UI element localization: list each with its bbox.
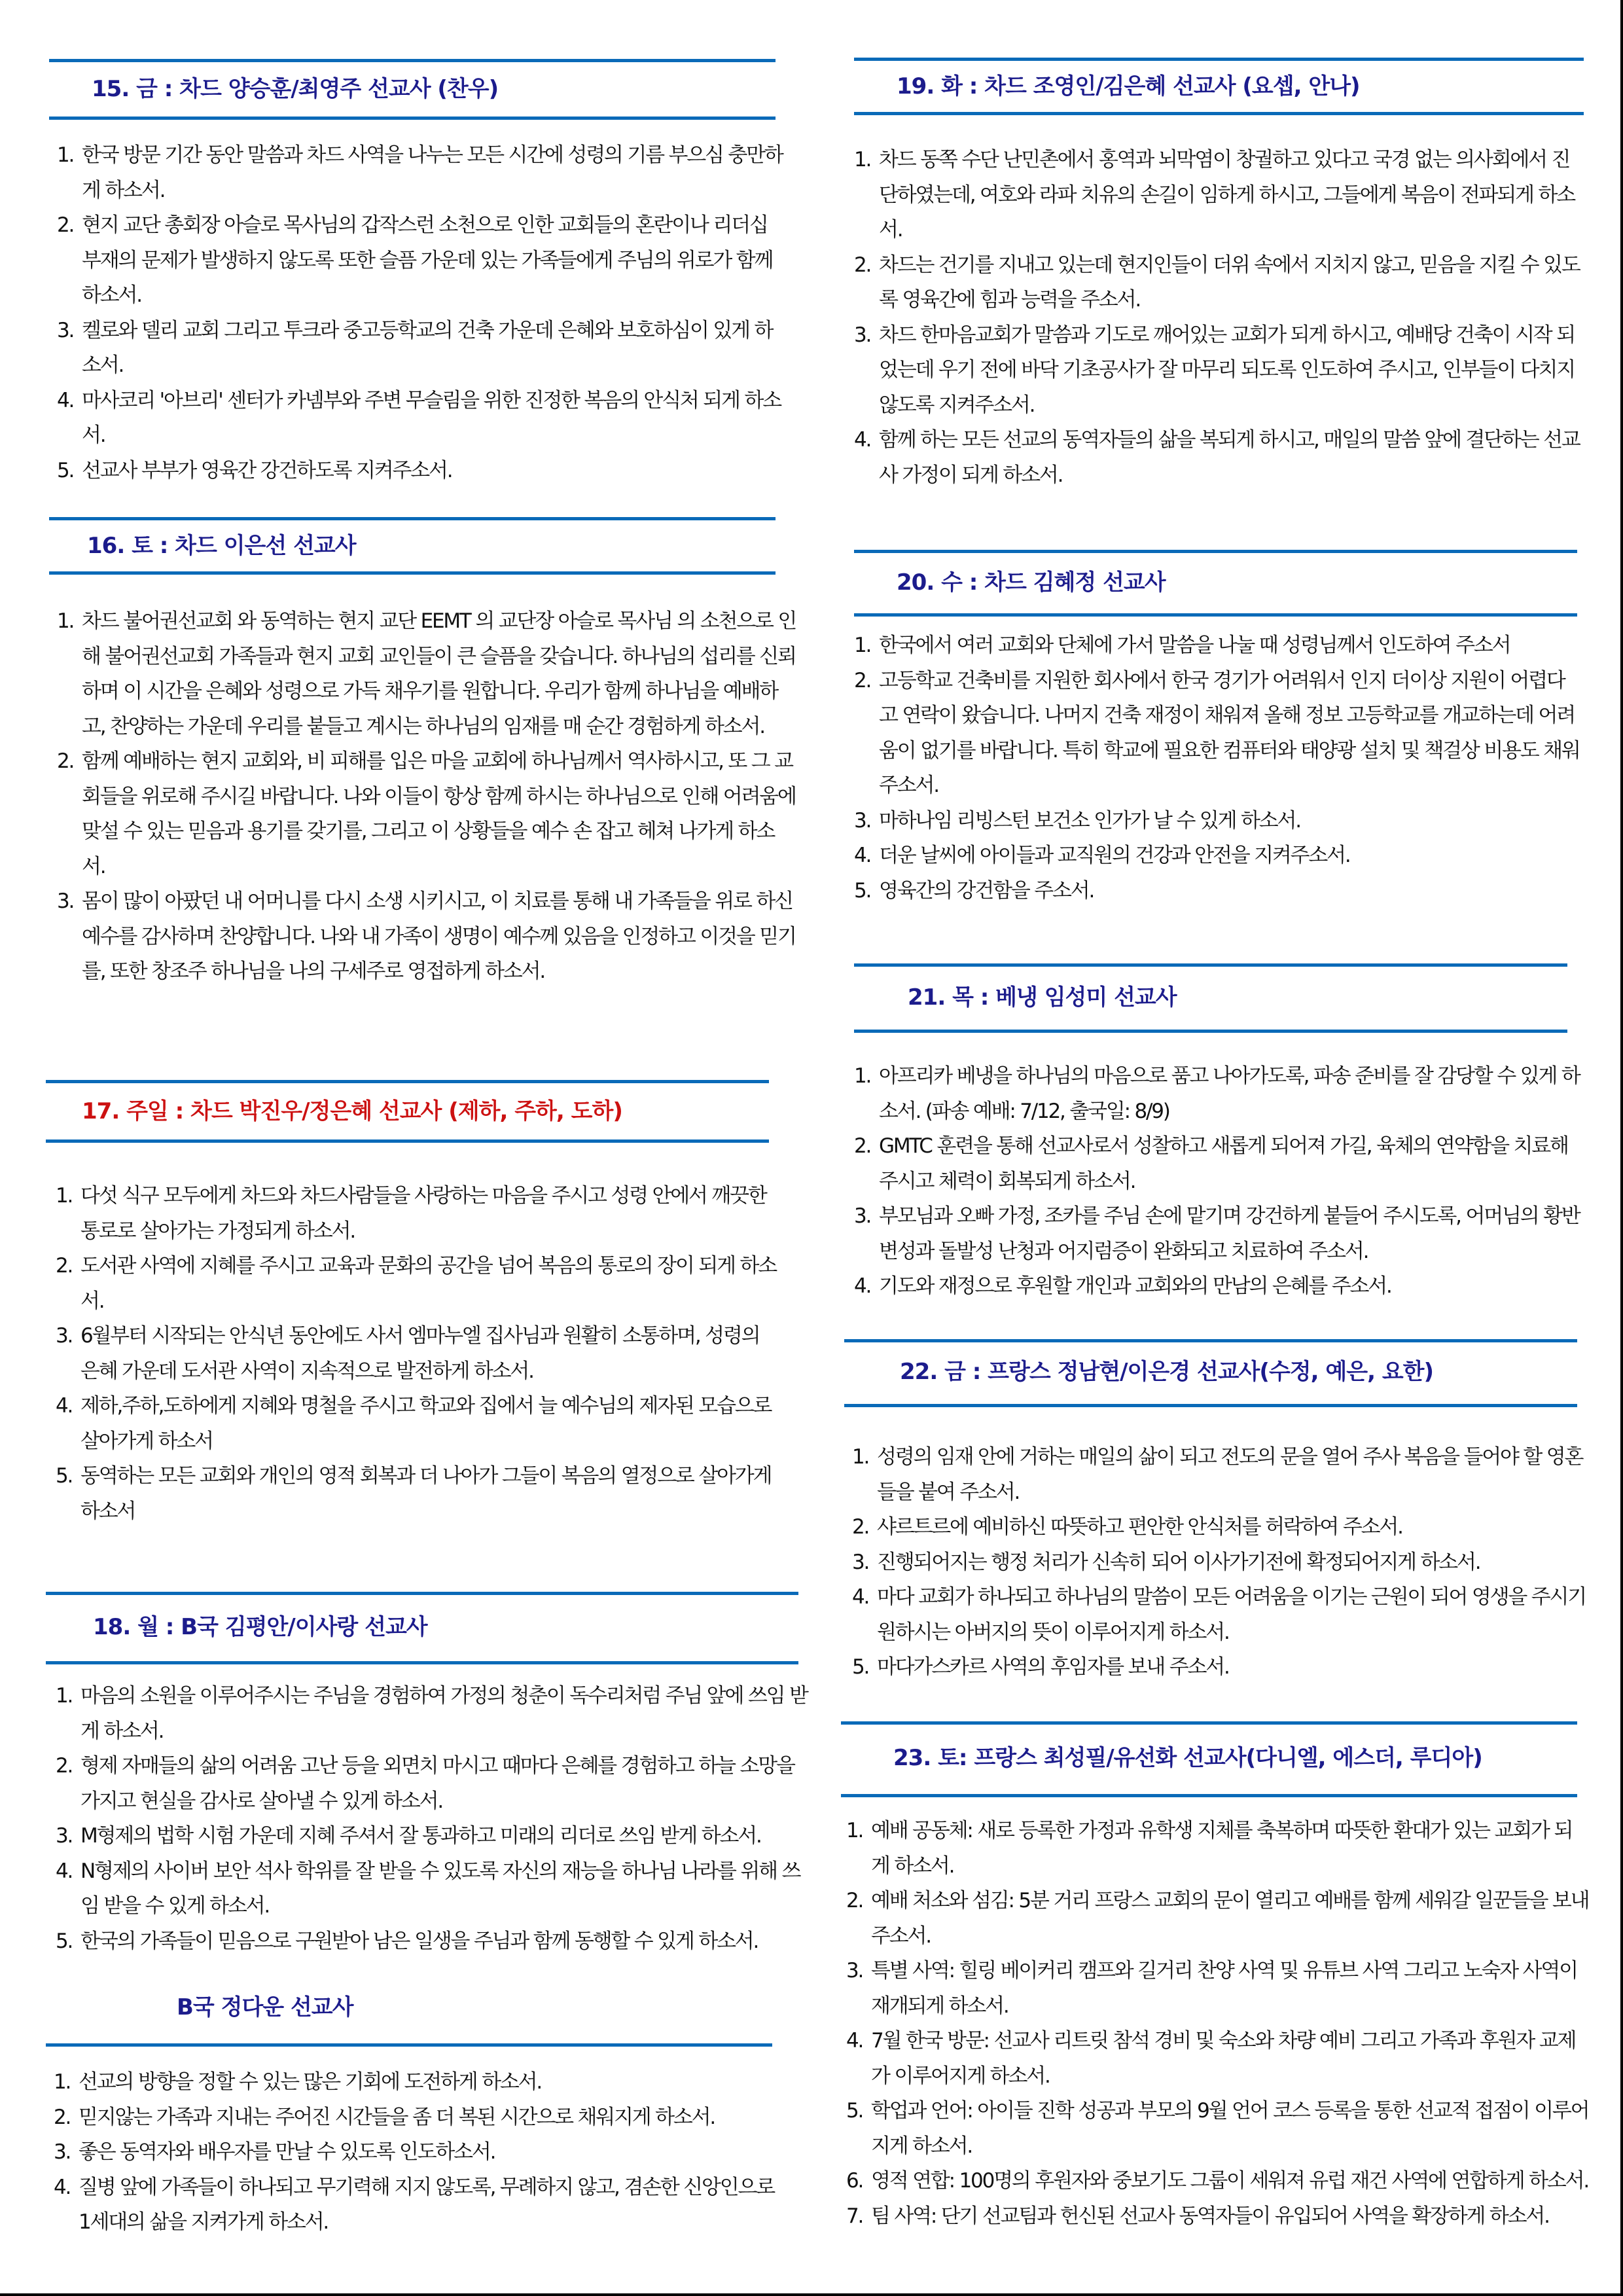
prayer-item: 1. 예배 공동체: 새로 등록한 가정과 유학생 지체를 축복하며 따뜻한 환대가 있는 교회가 되게 하소서. — [846, 1819, 1573, 1878]
section-top-rule — [46, 1592, 798, 1595]
prayer-list — [57, 138, 783, 488]
prayer-section-16 — [49, 517, 796, 990]
prayer-list — [852, 1440, 1588, 1685]
prayer-item: 3. 마하나임 리빙스턴 보건소 인가가 날 수 있게 하소서. — [854, 808, 1300, 833]
prayer-section-22 — [844, 1339, 1586, 1685]
section-bottom-rule — [841, 1794, 1577, 1797]
prayer-item: 2. 도서관 사역에 지혜를 주시고 교육과 문화의 공간을 넘어 복음의 통로의 장이 되게 하소서. — [56, 1254, 776, 1313]
section-bottom-rule — [49, 117, 776, 120]
section-heading: 16. 토 : 차드 이은선 선교사 — [87, 533, 356, 559]
prayer-item: 3. 몸이 많이 아팠던 내 어머니를 다시 소생 시키시고, 이 치료를 통해 내 가족들을 위로 하신 예수를 감사하며 찬양합니다. 나와 내 가족이 생명이 예수께 있음을 인정하고 이것을 믿기를, 또한 창조주 하나님을 나의 구세주로 영접하게 하소서. — [57, 889, 796, 983]
prayer-item: 6. 영적 연합: 100명의 후원자와 중보기도 그룹이 세워져 유럽 재건 사역에 연합하게 하소서. — [846, 2169, 1589, 2193]
prayer-item: 4. 함께 하는 모든 선교의 동역자들의 삶을 복되게 하시고, 매일의 말씀 앞에 결단하는 선교사 가정이 되게 하소서. — [854, 428, 1580, 487]
prayer-item: 2. 고등학교 건축비를 지원한 회사에서 한국 경기가 어려워서 인지 더이상 지원이 어렵다고 연락이 왔습니다. 나머지 건축 재정이 채워져 올해 정보 고등학교를 개교하는데 어려움이 없기를 바랍니다. 특히 학교에 필요한 컴퓨터와 태양광 설치 및 책걸상 비용도 채워 주소서. — [854, 668, 1580, 797]
prayer-item: 1. 차드 불어권선교회 와 동역하는 현지 교단 EEMT 의 교단장 아슬로 목사님 의 소천으로 인해 불어권선교회 가족들과 현지 교회 교인들이 큰 슬픔을 갖습니다. 하나님의 섭리를 신뢰하며 이 시간을 은혜와 성령으로 가득 채우기를 원합니다. 우리가 함께 하나님을 예배하고, 찬양하는 가운데 우리를 붙들고 계시는 하나님의 임재를 매 순간 경험하게 하소서. — [57, 609, 796, 738]
prayer-item: 1. 한국에서 여러 교회와 단체에 가서 말씀을 나눌 때 성령님께서 인도하여 주소서 — [854, 634, 1510, 657]
prayer-item: 5. 학업과 언어: 아이들 진학 성공과 부모의 9월 언어 코스 등록을 통한 선교적 접점이 이루어지게 하소서. — [846, 2099, 1589, 2158]
prayer-item: 4. 7월 한국 방문: 선교사 리트릿 참석 경비 및 숙소와 차량 예비 그리고 가족과 후원자 교제가 이루어지게 하소서. — [846, 2029, 1576, 2088]
prayer-section-23 — [841, 1721, 1589, 2234]
section-top-rule — [854, 963, 1567, 967]
section-top-rule — [844, 1339, 1577, 1342]
prayer-list — [846, 1814, 1589, 2234]
section-top-rule — [854, 58, 1584, 61]
prayer-item: 4. 마다 교회가 하나되고 하나님의 말씀이 모든 어려움을 이기는 근원이 되어 영생을 주시기 원하시는 아버지의 뜻이 이루어지게 하소서. — [852, 1585, 1586, 1644]
section-top-rule — [841, 1721, 1577, 1725]
section-heading: 17. 주일 : 차드 박진우/정은혜 선교사 (제하, 주하, 도하) — [82, 1098, 622, 1124]
section-heading: 22. 금 : 프랑스 정남현/이은경 선교사(수정, 예은, 요한) — [900, 1359, 1434, 1385]
section-heading: 21. 목 : 베냉 임성미 선교사 — [908, 984, 1177, 1011]
prayer-item: 5. 선교사 부부가 영육간 강건하도록 지켜주소서. — [57, 458, 452, 482]
section-top-rule — [46, 1080, 769, 1083]
prayer-item: 3. 좋은 동역자와 배우자를 만날 수 있도록 인도하소서. — [54, 2140, 495, 2164]
prayer-item: 2. 예배 처소와 섬김: 5분 거리 프랑스 교회의 문이 열리고 예배를 함께 세워갈 일꾼들을 보내 주소서. — [846, 1889, 1589, 1948]
section-bottom-rule — [49, 571, 776, 575]
section-top-rule — [854, 550, 1577, 553]
prayer-item: 2. 현지 교단 총회장 아슬로 목사님의 갑작스런 소천으로 인한 교회들의 혼란이나 리더십 부재의 문제가 발생하지 않도록 또한 슬픔 가운데 있는 가족들에게 주님의 위로가 함께 하소서. — [57, 213, 773, 307]
prayer-item: 3. 부모님과 오빠 가정, 조카를 주님 손에 맡기며 강건하게 붙들어 주시도록, 어머님의 황반변성과 돌발성 난청과 어지럼증이 완화되고 치료하여 주소서. — [854, 1204, 1580, 1263]
prayer-item: 1. 다섯 식구 모두에게 차드와 차드사람들을 사랑하는 마음을 주시고 성령 안에서 깨끗한 통로로 살아가는 가정되게 하소서. — [56, 1184, 766, 1243]
prayer-list — [57, 604, 796, 990]
prayer-item: 4. N형제의 사이버 보안 석사 학위를 잘 받을 수 있도록 자신의 재능을 하나님 나라를 위해 쓰임 받을 수 있게 하소서. — [56, 1859, 800, 1918]
prayer-section-15 — [49, 59, 783, 488]
prayer-item: 4. 마사코리 '아브리' 센터가 카넴부와 주변 무슬림을 위한 진정한 복음의 안식처 되게 하소서. — [57, 388, 781, 447]
prayer-item: 3. 켈로와 델리 교회 그리고 투크라 중고등학교의 건축 가운데 은혜와 보호하심이 있게 하소서. — [57, 318, 773, 377]
prayer-item: 3. 차드 한마음교회가 말씀과 기도로 깨어있는 교회가 되게 하시고, 예배당 건축이 시작 되었는데 우기 전에 바닥 기초공사가 잘 마무리 되도록 인도하여 주시고, 인부들이 다치지 않도록 지켜주소서. — [854, 323, 1575, 417]
prayer-item: 1. 선교의 방향을 정할 수 있는 많은 기회에 도전하게 하소서. — [54, 2070, 542, 2094]
prayer-item: 2. 샤르트르에 예비하신 따뜻하고 편안한 안식처를 허락하여 주소서. — [852, 1515, 1402, 1539]
prayer-item: 3. 진행되어지는 행정 처리가 신속히 되어 이사가기전에 확정되어지게 하소서. — [852, 1550, 1480, 1574]
section-heading: 18. 월 : B국 김평안/이사랑 선교사 — [93, 1614, 427, 1640]
prayer-item: 1. 한국 방문 기간 동안 말씀과 차드 사역을 나누는 모든 시간에 성령의 기름 부으심 충만하게 하소서. — [57, 143, 783, 202]
section-heading: 23. 토: 프랑스 최성필/유선화 선교사(다니엘, 에스더, 루디아) — [893, 1745, 1482, 1771]
section-bottom-rule — [46, 2043, 772, 2047]
section-bottom-rule — [854, 1030, 1567, 1033]
prayer-section-20 — [854, 550, 1580, 908]
prayer-list — [56, 1179, 782, 1529]
prayer-section-18 — [46, 1592, 808, 1959]
prayer-item: 4. 더운 날씨에 아이들과 교직원의 건강과 안전을 지켜주소서. — [854, 844, 1350, 867]
section-bottom-rule — [844, 1404, 1577, 1407]
section-bottom-rule — [854, 613, 1577, 617]
prayer-item: 2. GMTC 훈련을 통해 선교사로서 성찰하고 새롭게 되어져 가길, 육체의 연약함을 치료해 주시고 체력이 회복되게 하소서. — [854, 1134, 1568, 1193]
prayer-item: 1. 아프리카 베냉을 하나님의 마음으로 품고 나아가도록, 파송 준비를 잘 감당할 수 있게 하소서. (파송 예배: 7/12, 출국일: 8/9) — [854, 1064, 1580, 1123]
prayer-section-21 — [854, 963, 1580, 1304]
prayer-item: 2. 믿지않는 가족과 지내는 주어진 시간들을 좀 더 복된 시간으로 채워지게 하소서. — [54, 2105, 715, 2129]
prayer-list — [854, 143, 1587, 493]
prayer-section-17 — [46, 1080, 776, 1529]
prayer-list — [56, 1679, 808, 1959]
prayer-item: 5. 마다가스카르 사역의 후임자를 보내 주소서. — [852, 1655, 1229, 1679]
section-bottom-rule — [46, 1661, 798, 1664]
prayer-list — [854, 1059, 1580, 1304]
prayer-section-19 — [854, 58, 1584, 493]
section-heading: 20. 수 : 차드 김혜정 선교사 — [897, 569, 1166, 596]
prayer-item: 3. 특별 사역: 힐링 베이커리 캠프와 길거리 찬양 사역 및 유튜브 사역 그리고 노숙자 사역이 재개되게 하소서. — [846, 1959, 1577, 2018]
prayer-item: 7. 팀 사역: 단기 선교팀과 헌신된 선교사 동역자들이 유입되어 사역을 확장하게 하소서. — [846, 2204, 1549, 2228]
prayer-item: 4. 기도와 재정으로 후원할 개인과 교회와의 만남의 은혜를 주소서. — [854, 1274, 1391, 1298]
section-heading: B국 정다운 선교사 — [177, 1994, 353, 2020]
prayer-item: 2. 함께 예배하는 현지 교회와, 비 피해를 입은 마을 교회에 하나님께서 역사하시고, 또 그 교회들을 위로해 주시길 바랍니다. 나와 이들이 항상 함께 하시는 하나님으로 인해 어려움에 맞설 수 있는 믿음과 용기를 갖기를, 그리고 이 상황들을 예수 손 잡고 헤쳐 나가게 하소서. — [57, 749, 796, 878]
prayer-section-bguk-jeong — [46, 1996, 772, 2240]
section-heading: 15. 금 : 차드 양승훈/최영주 선교사 (찬우) — [92, 76, 499, 102]
prayer-item: 1. 마음의 소원을 이루어주시는 주님을 경험하여 가정의 청춘이 독수리처럼 주님 앞에 쓰임 받게 하소서. — [56, 1684, 808, 1743]
prayer-item: 4. 제하,주하,도하에게 지혜와 명철을 주시고 학교와 집에서 늘 예수님의 제자된 모습으로 살아가게 하소서 — [56, 1394, 772, 1453]
section-heading: 19. 화 : 차드 조영인/김은혜 선교사 (요셉, 안나) — [897, 73, 1360, 99]
prayer-item: 3. 6월부터 시작되는 안식년 동안에도 사서 엠마누엘 집사님과 원활히 소통하며, 성령의 은혜 가운데 도서관 사역이 지속적으로 발전하게 하소서. — [56, 1324, 760, 1383]
section-top-rule — [49, 517, 776, 520]
prayer-item: 3. M형제의 법학 시험 가운데 지혜 주셔서 잘 통과하고 미래의 리더로 쓰임 받게 하소서. — [56, 1824, 761, 1848]
section-bottom-rule — [46, 1139, 769, 1143]
prayer-item: 5. 영육간의 강건함을 주소서. — [854, 878, 1094, 903]
prayer-item: 4. 질병 앞에 가족들이 하나되고 무기력해 지지 않도록, 무례하지 않고, 겸손한 신앙인으로 1세대의 삶을 지켜가게 하소서. — [54, 2175, 774, 2234]
section-bottom-rule — [854, 112, 1584, 115]
prayer-item: 2. 차드는 건기를 지내고 있는데 현지인들이 더위 속에서 지치지 않고, 믿음을 지킬 수 있도록 영육간에 힘과 능력을 주소서. — [854, 253, 1580, 312]
prayer-list — [54, 2065, 787, 2240]
prayer-item: 5. 동역하는 모든 교회와 개인의 영적 회복과 더 나아가 그들이 복음의 열정으로 살아가게 하소서 — [56, 1464, 772, 1523]
prayer-item: 1. 차드 동쪽 수단 난민촌에서 홍역과 뇌막염이 창궐하고 있다고 국경 없는 의사회에서 진단하였는데, 여호와 라파 치유의 손길이 임하게 하시고, 그들에게 복음이 전파되게 하소서. — [854, 148, 1575, 242]
section-top-rule — [49, 59, 776, 62]
prayer-item: 5. 한국의 가족들이 믿음으로 구원받아 남은 일생을 주님과 함께 동행할 수 있게 하소서. — [56, 1929, 758, 1953]
prayer-item: 2. 형제 자매들의 삶의 어려움 고난 등을 외면치 마시고 때마다 은혜를 경험하고 하늘 소망을 가지고 현실을 감사로 살아낼 수 있게 하소서. — [56, 1754, 794, 1813]
prayer-list — [854, 628, 1580, 908]
prayer-item: 1. 성령의 임재 안에 거하는 매일의 삶이 되고 전도의 문을 열어 주사 복음을 들어야 할 영혼들을 붙여 주소서. — [852, 1445, 1583, 1504]
